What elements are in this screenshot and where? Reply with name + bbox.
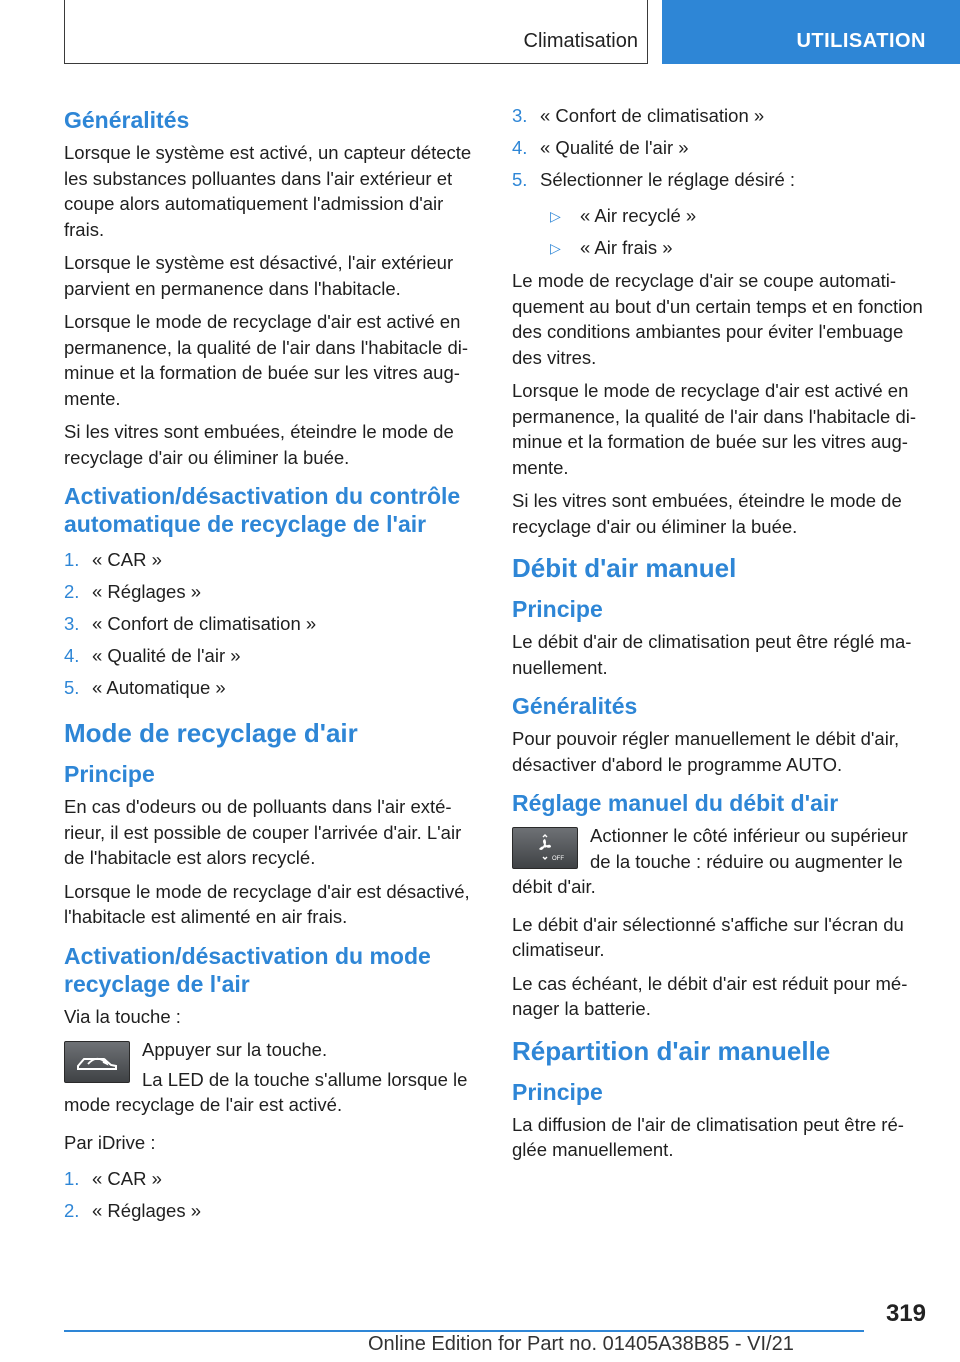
step-number: 2. (64, 581, 80, 602)
list-item (512, 132, 926, 164)
paragraph: Lorsque le système est activé, un capteur détecte les substances polluantes dans l'air extérieur et coupe alors automatiquement l'admission d'air frais. (64, 142, 472, 240)
paragraph: Lorsque le système est désactivé, l'air extérieur parvient en permanence dans l'habitacle. (64, 252, 454, 299)
page-number: 319 (885, 1300, 926, 1327)
chapter-tab-label: UTILISATION (796, 30, 926, 52)
step-text: « Automatique » (92, 677, 226, 698)
paragraph: Lorsque le mode de recyclage d'air est désactivé, l'habitacle est alimenté en air frais. (64, 880, 470, 927)
heading-mode-recyclage: Mode de recyclage d'air (64, 718, 358, 748)
fan-off-label: OFF (552, 856, 564, 862)
list-item (512, 164, 926, 196)
paragraph: La diffusion de l'air de climatisation peut être réglée manuellement. (512, 1113, 904, 1160)
step-text: « CAR » (92, 549, 162, 570)
step-number: 4. (512, 137, 528, 158)
step-number: 5. (512, 169, 528, 190)
option-text: « Air frais » (580, 237, 673, 258)
heading-principe: Principe (512, 596, 603, 622)
fan-button-icon (512, 827, 578, 869)
paragraph: La LED de la touche s'allume lorsque le mode recyclage de l'air est activé. (64, 1068, 468, 1115)
paragraph: Le cas échéant, le débit d'air est réduit pour ménager la batterie. (512, 972, 908, 1019)
paragraph: Si les vitres sont embuées, éteindre le mode de recyclage d'air ou éliminer la buée. (64, 421, 454, 468)
paragraph: Le débit d'air de climatisation peut être réglé manuellement. (512, 631, 912, 678)
section-title: Climatisation (523, 30, 638, 52)
step-number: 3. (64, 613, 80, 634)
step-text: « Réglages » (92, 1200, 202, 1221)
left-column (64, 100, 478, 1231)
list-item (64, 1163, 478, 1195)
list-item (64, 608, 478, 640)
option-text: « Air recyclé » (580, 205, 697, 226)
list-item (64, 640, 478, 672)
right-column (512, 100, 926, 1171)
list-item (64, 672, 478, 704)
step-number: 3. (512, 105, 528, 126)
step-number: 4. (64, 645, 80, 666)
steps-list-idrive (64, 1163, 478, 1227)
step-text: « CAR » (92, 1168, 162, 1189)
fan-instruction (512, 823, 926, 904)
step-number: 2. (64, 1200, 80, 1221)
step-number: 5. (64, 677, 80, 698)
list-item (64, 544, 478, 576)
paragraph: Lorsque le mode de recyclage d'air est activé en permanence, la qualité de l'air dans l'habitacle diminue et la formation de buée sur les vitres augmente. (512, 380, 917, 478)
triangle-bullet-icon: ▷ (550, 240, 561, 256)
triangle-bullet-icon: ▷ (550, 208, 561, 224)
heading-debit-manuel: Débit d'air manuel (512, 553, 737, 583)
heading-generalites: Généralités (64, 107, 190, 133)
paragraph: Le mode de recyclage d'air se coupe automatiquement au bout d'un certain temps et en fonction des conditions ambiantes pour éviter l'embuage des vitres. (512, 270, 923, 368)
list-item (540, 232, 926, 264)
chapter-tab (662, 0, 960, 64)
step-text: « Confort de climatisation » (92, 613, 317, 634)
heading-generalites: Généralités (512, 693, 638, 719)
sub-options-list (512, 200, 926, 264)
paragraph: Par iDrive : (64, 1131, 156, 1153)
step-text: Sélectionner le réglage désiré : (540, 169, 796, 190)
list-item (540, 200, 926, 232)
step-number: 1. (64, 549, 80, 570)
paragraph: Appuyer sur la touche. (142, 1039, 328, 1060)
heading-activation-mode: Activation/désactivation du mode recyclage de l'air (64, 942, 431, 997)
steps-list-continued (512, 100, 926, 196)
paragraph: Le débit d'air sélectionné s'affiche sur l'écran du climatiseur. (512, 913, 904, 960)
step-text: « Qualité de l'air » (92, 645, 241, 666)
heading-reglage-manuel: Réglage manuel du débit d'air (512, 790, 839, 816)
step-text: « Confort de climatisation » (540, 105, 765, 126)
edition-footer: Online Edition for Part no. 01405A38B85 - VI/21 (368, 1333, 794, 1355)
step-number: 1. (64, 1168, 80, 1189)
steps-list-auto (64, 544, 478, 704)
step-text: « Réglages » (92, 581, 202, 602)
paragraph: Lorsque le mode de recyclage d'air est activé en permanence, la qualité de l'air dans l'habitacle diminue et la formation de buée sur les vitres augmente. (64, 311, 469, 409)
heading-activation-auto: Activation/désactivation du contrôle automatique de recyclage de l'air (64, 483, 461, 537)
list-item (64, 1195, 478, 1227)
heading-repartition: Répartition d'air manuelle (512, 1035, 831, 1066)
step-text: « Qualité de l'air » (540, 137, 689, 158)
paragraph: Pour pouvoir régler manuellement le débit d'air, désactiver d'abord le programme AUTO. (512, 728, 900, 775)
recirculation-instruction (64, 1037, 478, 1122)
heading-principe: Principe (64, 761, 155, 787)
paragraph: En cas d'odeurs ou de polluants dans l'air extérieur, il est possible de couper l'arrivée d'air. L'air de l'habitacle est alors recyclé. (64, 796, 462, 868)
paragraph: Actionner le côté inférieur ou supérieur de la touche : réduire ou augmenter le débit d'air. (512, 825, 908, 897)
list-item (512, 100, 926, 132)
list-item (64, 576, 478, 608)
footer-rule (64, 1330, 864, 1332)
heading-principe: Principe (512, 1078, 603, 1105)
paragraph: Via la touche : (64, 1005, 181, 1027)
paragraph: Si les vitres sont embuées, éteindre le mode de recyclage d'air ou éliminer la buée. (512, 490, 902, 537)
recirculation-button-icon (64, 1041, 130, 1083)
